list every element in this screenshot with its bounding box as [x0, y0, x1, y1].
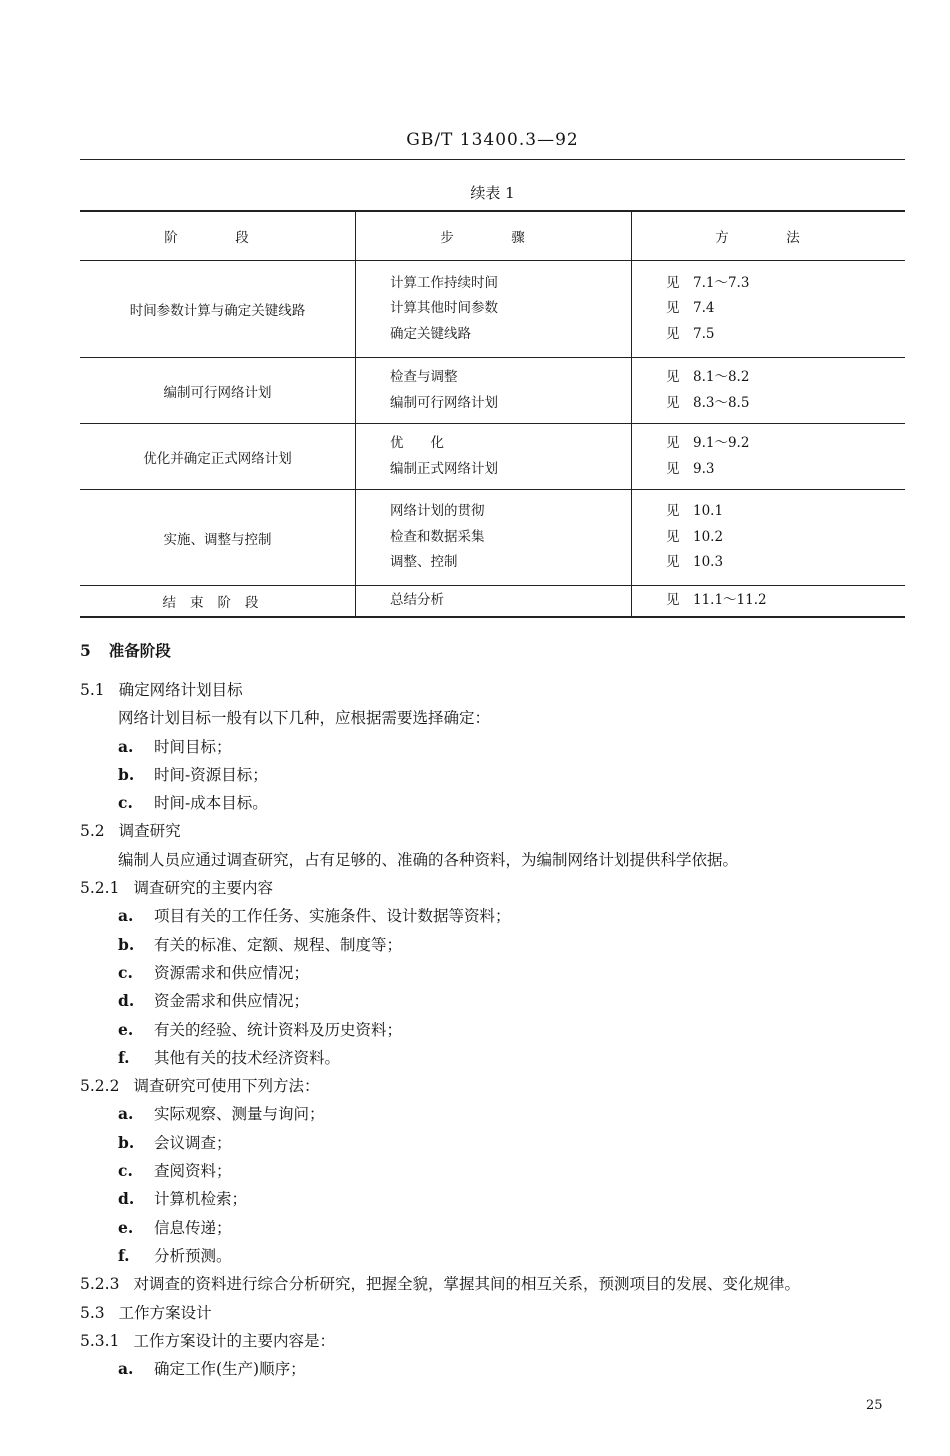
method-text: 见 7.5: [666, 325, 715, 342]
header-rule: [80, 159, 905, 160]
method-text: 见 7.1～7.3: [666, 274, 750, 291]
list-item: f. 其他有关的技术经济资料。: [118, 1047, 341, 1067]
method-text: 见 10.1: [666, 503, 724, 520]
table-row: [80, 424, 905, 490]
steps-cell: [355, 261, 631, 357]
method-text: 见 8.3～8.5: [666, 394, 750, 411]
document-body: [80, 636, 910, 1383]
paragraph: 编制人员应通过调查研究，占有足够的、准确的各种资料，为编制网络计划提供科学依据。: [118, 850, 739, 869]
list-item: b. 时间-资源目标；: [118, 764, 268, 784]
step-text: 总结分析: [390, 592, 444, 609]
section-heading: 5 准备阶段: [80, 641, 171, 660]
list-item: a. 确定工作(生产)顺序；: [118, 1359, 306, 1379]
step-text: 编制正式网络计划: [390, 460, 498, 477]
list-item: c. 资源需求和供应情况；: [118, 962, 310, 982]
list-item: c. 查阅资料；: [118, 1161, 232, 1181]
step-text: 编制可行网络计划: [390, 394, 498, 411]
column-header-stage: 阶 段: [164, 230, 271, 246]
table-row: [80, 490, 905, 586]
list-item: a. 时间目标；: [118, 736, 232, 756]
table-row: [80, 358, 905, 424]
steps-cell: [355, 586, 631, 616]
stage-cell: 优化并确定正式网络计划: [143, 450, 292, 467]
page-number: 25: [866, 1398, 883, 1413]
list-item: b. 会议调查；: [118, 1132, 232, 1152]
method-text: 见 10.2: [666, 528, 724, 545]
stage-cell: 编制可行网络计划: [163, 384, 272, 401]
list-item: e. 信息传递；: [118, 1217, 232, 1237]
steps-cell: [355, 358, 631, 423]
column-header-methods: 方 法: [631, 212, 905, 260]
methods-cell: [631, 358, 905, 423]
list-item: a. 项目有关的工作任务、实施条件、设计数据等资料；: [118, 906, 511, 926]
step-text: 检查和数据采集: [390, 528, 485, 545]
list-item: b. 有关的标准、定额、规程、制度等；: [118, 934, 403, 954]
stages-table: [80, 210, 905, 618]
method-text: 见 11.1～11.2: [666, 592, 767, 609]
step-text: 网络计划的贯彻: [390, 503, 485, 520]
stage-cell: 时间参数计算与确定关键线路: [129, 303, 306, 319]
steps-cell: [355, 424, 631, 489]
standard-header: GB/T 13400.3—92: [406, 130, 579, 150]
step-text: 优 化: [390, 435, 444, 451]
list-item: e. 有关的经验、统计资料及历史资料；: [118, 1019, 403, 1039]
methods-cell: [631, 424, 905, 489]
methods-cell: [631, 586, 905, 616]
subsection-heading: 5.2 调查研究: [80, 822, 181, 841]
paragraph: 网络计划目标一般有以下几种，应根据需要选择确定：: [118, 709, 491, 728]
method-text: 见 7.4: [666, 300, 715, 317]
column-header-steps: 步 骤: [355, 212, 631, 260]
list-item: a. 实际观察、测量与询问；: [118, 1104, 325, 1124]
steps-cell: [355, 490, 631, 585]
method-text: 见 9.1～9.2: [666, 435, 750, 451]
method-text: 见 8.1～8.2: [666, 369, 750, 385]
method-text: 见 10.3: [666, 554, 724, 571]
step-text: 检查与调整: [390, 369, 458, 385]
table-header-row: [80, 212, 905, 261]
step-text: 调整、控制: [390, 554, 458, 571]
numbered-paragraph: 5.2.3 对调查的资料进行综合分析研究，把握全貌，掌握其间的相互关系，预测项目的发展、变化规律。: [80, 1275, 800, 1294]
stage-cell: 实施、调整与控制: [163, 531, 272, 548]
list-item: d. 计算机检索；: [118, 1189, 248, 1209]
step-text: 确定关键线路: [390, 325, 471, 342]
list-item: f. 分析预测。: [118, 1245, 232, 1265]
table-row: [80, 261, 905, 358]
table-caption: 续表 1: [470, 184, 515, 202]
methods-cell: [631, 490, 905, 585]
subsection-heading: 5.2.2 调查研究可使用下列方法：: [80, 1077, 320, 1096]
subsection-heading: 5.3 工作方案设计: [80, 1303, 212, 1322]
subsection-heading: 5.3.1 工作方案设计的主要内容是：: [80, 1331, 335, 1350]
step-text: 计算工作持续时间: [390, 274, 498, 291]
step-text: 计算其他时间参数: [390, 300, 498, 317]
stage-cell: 结束阶段: [162, 595, 273, 611]
list-item: c. 时间-成本目标。: [118, 793, 268, 813]
list-item: d. 资金需求和供应情况；: [118, 991, 310, 1011]
method-text: 见 9.3: [666, 460, 715, 477]
subsection-heading: 5.2.1 调查研究的主要内容: [80, 879, 273, 898]
subsection-heading: 5.1 确定网络计划目标: [80, 681, 243, 699]
methods-cell: [631, 261, 905, 357]
table-row: [80, 586, 905, 616]
